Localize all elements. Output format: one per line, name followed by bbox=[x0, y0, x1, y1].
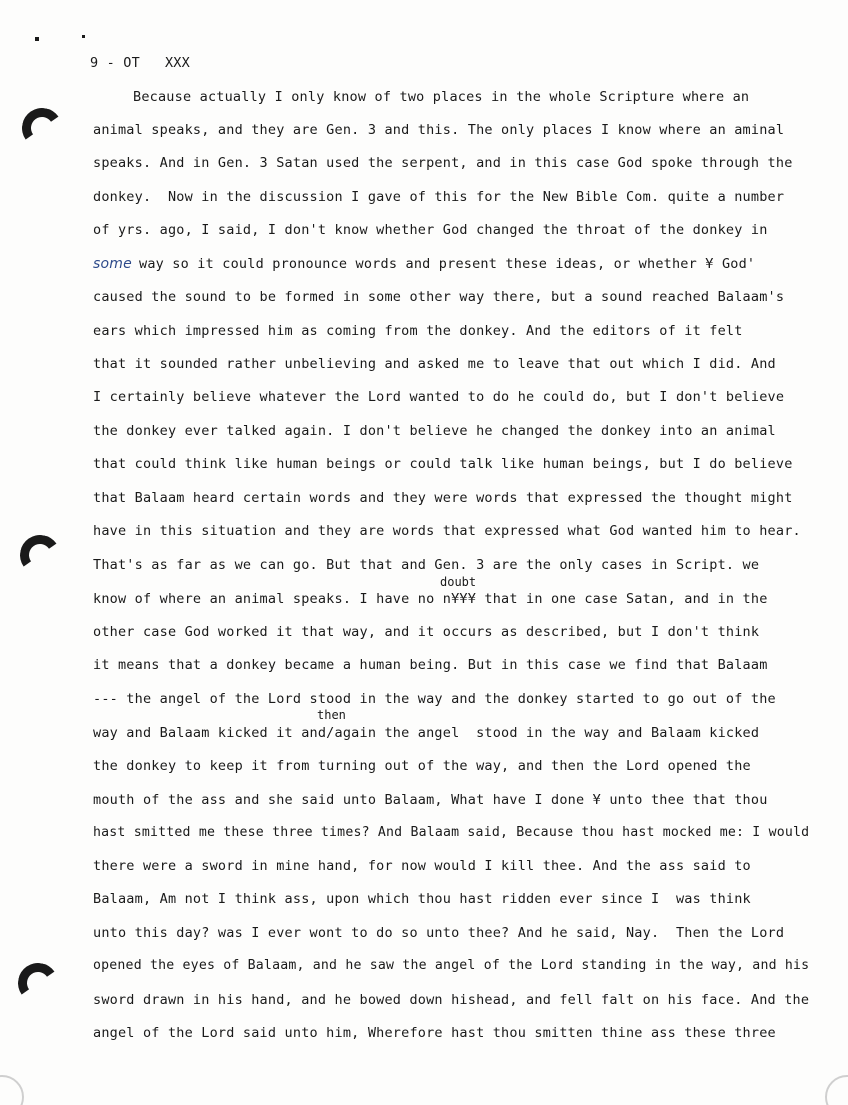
text-line: speaks. And in Gen. 3 Satan used the serpent, and in this case God spoke through the bbox=[93, 155, 793, 171]
text-line: caused the sound to be formed in some other way there, but a sound reached Balaam's bbox=[93, 289, 785, 305]
inserted-word: some bbox=[93, 256, 132, 272]
text-line: That's as far as we can go. But that and Gen. 3 are the only cases in Script. we bbox=[93, 557, 760, 573]
text-line: I certainly believe whatever the Lord wanted to do he could do, but I don't believe bbox=[93, 389, 785, 405]
text-line: there were a sword in mine hand, for now would I kill thee. And the ass said to bbox=[93, 858, 751, 874]
page-corner bbox=[0, 1075, 24, 1105]
text-line: angel of the Lord said unto him, Wherefore hast thou smitten thine ass these three bbox=[93, 1025, 776, 1041]
speck-mark bbox=[35, 37, 39, 41]
text-line: opened the eyes of Balaam, and he saw the angel of the Lord standing in the way, and his bbox=[93, 958, 810, 973]
interlinear-insertion: doubt bbox=[440, 575, 477, 589]
text-line: that could think like human beings or could talk like human beings, but I do believe bbox=[93, 456, 793, 472]
text-line: Balaam, Am not I think ass, upon which thou hast ridden ever since I was think bbox=[93, 891, 751, 907]
text-line: that Balaam heard certain words and they were words that expressed the thought might bbox=[93, 490, 793, 506]
page-header: 9 - OT XXX bbox=[90, 55, 190, 71]
text-line: Because actually I only know of two places in the whole Scripture where an bbox=[133, 89, 750, 105]
hole-punch-mark bbox=[15, 960, 61, 1006]
text-line: way and Balaam kicked it and/again the angel stood in the way and Balaam kicked bbox=[93, 725, 760, 741]
text-line: the donkey ever talked again. I don't believe he changed the donkey into an animal bbox=[93, 423, 776, 439]
text-line: have in this situation and they are words that expressed what God wanted him to hear. bbox=[93, 523, 801, 539]
text-line: of yrs. ago, I said, I don't know whether God changed the throat of the donkey in bbox=[93, 222, 768, 238]
text-line: ears which impressed him as coming from the donkey. And the editors of it felt bbox=[93, 323, 743, 339]
text-line: it means that a donkey became a human being. But in this case we find that Balaam bbox=[93, 657, 768, 673]
text-line: unto this day? was I ever wont to do so unto thee? And he said, Nay. Then the Lord bbox=[93, 925, 785, 941]
interlinear-insertion: then bbox=[317, 708, 346, 722]
text-line: --- the angel of the Lord stood in the way and the donkey started to go out of the bbox=[93, 691, 776, 707]
hole-punch-mark bbox=[19, 105, 65, 151]
text-line: donkey. Now in the discussion I gave of this for the New Bible Com. quite a number bbox=[93, 189, 785, 205]
text-line: way so it could pronounce words and present these ideas, or whether ¥ God' bbox=[139, 256, 756, 272]
text-line: mouth of the ass and she said unto Balaam, What have I done ¥ unto thee that thou bbox=[93, 792, 768, 808]
text-line: the donkey to keep it from turning out of the way, and then the Lord opened the bbox=[93, 758, 751, 774]
speck-mark bbox=[82, 35, 85, 38]
page-corner bbox=[825, 1075, 848, 1105]
text-line: hast smitted me these three times? And Balaam said, Because thou hast mocked me: I would bbox=[93, 825, 810, 840]
text-line: know of where an animal speaks. I have no n¥¥¥ that in one case Satan, and in the bbox=[93, 591, 768, 607]
text-line: other case God worked it that way, and it occurs as described, but I don't think bbox=[93, 624, 760, 640]
text-line: sword drawn in his hand, and he bowed down hishead, and fell falt on his face. And the bbox=[93, 992, 810, 1008]
text-line: that it sounded rather unbelieving and asked me to leave that out which I did. And bbox=[93, 356, 776, 372]
text-line: animal speaks, and they are Gen. 3 and this. The only places I know where an aminal bbox=[93, 122, 785, 138]
hole-punch-mark bbox=[17, 532, 63, 578]
